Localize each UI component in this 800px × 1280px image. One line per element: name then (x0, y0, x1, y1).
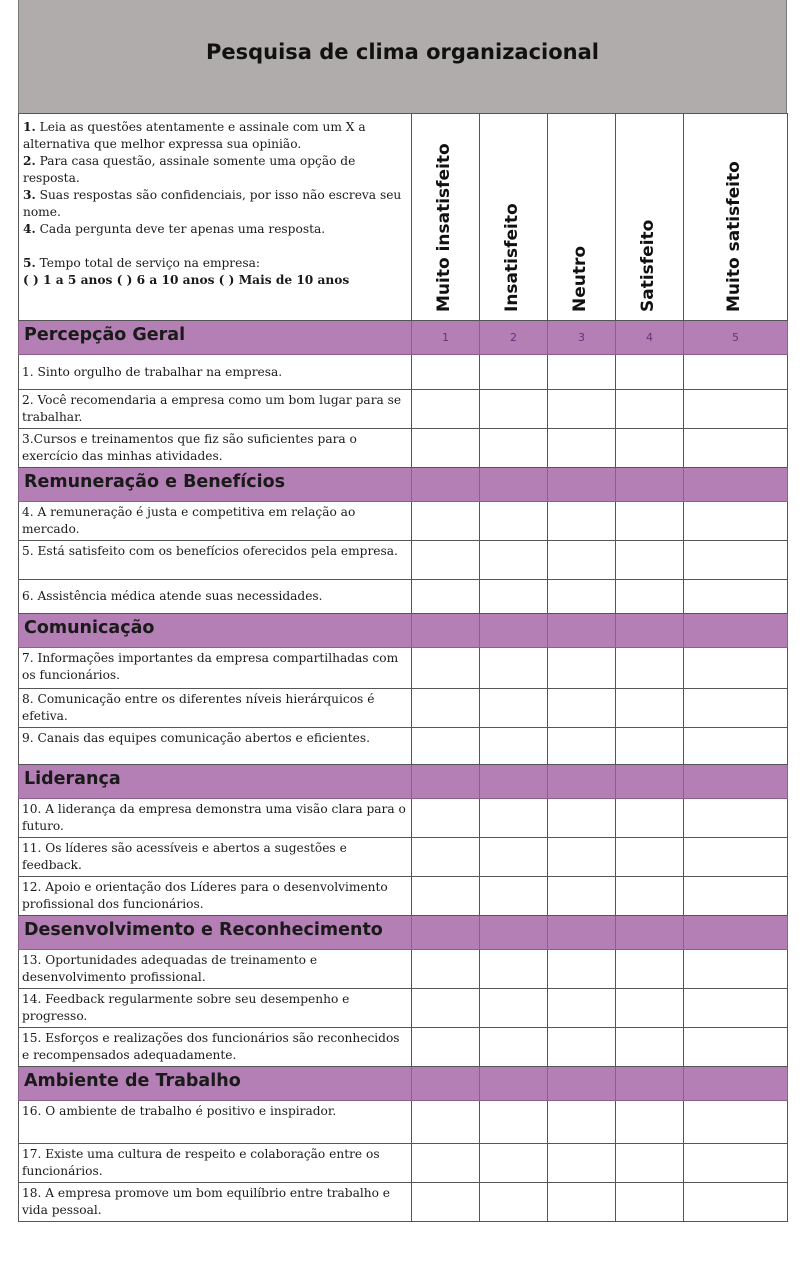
scale-number-4 (616, 765, 684, 799)
answer-cell-4[interactable] (616, 950, 684, 989)
question-row (19, 989, 788, 1028)
answer-cell-2[interactable] (480, 950, 548, 989)
scale-number-4 (616, 614, 684, 648)
answer-cell-2[interactable] (480, 502, 548, 541)
section-title: Percepção Geral (19, 321, 412, 355)
instruction-2: 2. Para casa questão, assinale somente uma opção de resposta. (23, 154, 356, 185)
answer-cell-3[interactable] (548, 1183, 616, 1222)
question-text: 1. Sinto orgulho de trabalhar na empresa. (19, 355, 412, 390)
section-title: Liderança (19, 765, 412, 799)
answer-cell-4[interactable] (616, 648, 684, 689)
answer-cell-2[interactable] (480, 1144, 548, 1183)
answer-cell-4[interactable] (616, 1101, 684, 1144)
answer-cell-4[interactable] (616, 799, 684, 838)
scale-number-2: 2 (480, 321, 548, 355)
instructions-row (19, 114, 788, 321)
section-title: Remuneração e Benefícios (19, 468, 412, 502)
question-row (19, 838, 788, 877)
answer-cell-2[interactable] (480, 355, 548, 390)
scale-number-3 (548, 765, 616, 799)
section-header (19, 1067, 788, 1101)
answer-cell-5[interactable] (684, 541, 788, 580)
answer-cell-4[interactable] (616, 989, 684, 1028)
scale-number-1: 1 (412, 321, 480, 355)
scale-number-2 (480, 916, 548, 950)
question-row (19, 502, 788, 541)
section-header (19, 916, 788, 950)
page-title: Pesquisa de clima organizacional (205, 39, 599, 64)
answer-cell-5[interactable] (684, 648, 788, 689)
question-text: 4. A remuneração é justa e competitiva em relação ao mercado. (19, 502, 412, 541)
answer-cell-1[interactable] (412, 1101, 480, 1144)
question-row (19, 1183, 788, 1222)
answer-cell-5[interactable] (684, 1101, 788, 1144)
answer-cell-3[interactable] (548, 799, 616, 838)
answer-cell-4[interactable] (616, 541, 684, 580)
scale-number-2 (480, 468, 548, 502)
section-title: Desenvolvimento e Reconhecimento (19, 916, 412, 950)
question-row (19, 1144, 788, 1183)
question-row (19, 541, 788, 580)
question-text: 3.Cursos e treinamentos que fiz são suficientes para o exercício das minhas atividades. (19, 429, 412, 468)
answer-cell-5[interactable] (684, 950, 788, 989)
answer-cell-1[interactable] (412, 541, 480, 580)
scale-number-3 (548, 916, 616, 950)
answer-cell-5[interactable] (684, 429, 788, 468)
answer-cell-1[interactable] (412, 989, 480, 1028)
answer-cell-1[interactable] (412, 838, 480, 877)
scale-number-1 (412, 1067, 480, 1101)
answer-cell-3[interactable] (548, 689, 616, 728)
section-header (19, 614, 788, 648)
answer-cell-4[interactable] (616, 728, 684, 765)
answer-cell-5[interactable] (684, 355, 788, 390)
scale-number-3 (548, 614, 616, 648)
answer-cell-1[interactable] (412, 390, 480, 429)
answer-cell-4[interactable] (616, 877, 684, 916)
answer-cell-3[interactable] (548, 989, 616, 1028)
answer-cell-2[interactable] (480, 689, 548, 728)
question-text: 15. Esforços e realizações dos funcionários são reconhecidos e recompensados adequadamente. (19, 1028, 412, 1067)
answer-cell-2[interactable] (480, 541, 548, 580)
answer-cell-3[interactable] (548, 502, 616, 541)
instruction-1: 1. Leia as questões atentamente e assinale com um X a alternativa que melhor expressa sua opinião. (23, 120, 366, 151)
question-row (19, 355, 788, 390)
scale-number-3 (548, 468, 616, 502)
answer-cell-5[interactable] (684, 1183, 788, 1222)
answer-cell-3[interactable] (548, 390, 616, 429)
instruction-4: 4. Cada pergunta deve ter apenas uma resposta. (23, 222, 326, 236)
scale-number-4: 4 (616, 321, 684, 355)
scale-number-2 (480, 765, 548, 799)
answer-cell-4[interactable] (616, 1183, 684, 1222)
answer-cell-4[interactable] (616, 390, 684, 429)
scale-number-5 (684, 916, 788, 950)
question-text: 2. Você recomendaria a empresa como um bom lugar para se trabalhar. (19, 390, 412, 429)
question-row (19, 390, 788, 429)
answer-cell-2[interactable] (480, 1183, 548, 1222)
question-text: 16. O ambiente de trabalho é positivo e inspirador. (19, 1101, 412, 1144)
answer-cell-3[interactable] (548, 838, 616, 877)
question-text: 12. Apoio e orientação dos Líderes para o desenvolvimento profissional dos funcionários. (19, 877, 412, 916)
answer-cell-3[interactable] (548, 1101, 616, 1144)
answer-cell-3[interactable] (548, 1144, 616, 1183)
scale-number-3 (548, 1067, 616, 1101)
answer-cell-5[interactable] (684, 580, 788, 614)
answer-cell-1[interactable] (412, 355, 480, 390)
answer-cell-3[interactable] (548, 580, 616, 614)
question-row (19, 580, 788, 614)
answer-cell-2[interactable] (480, 1028, 548, 1067)
answer-cell-4[interactable] (616, 355, 684, 390)
answer-cell-3[interactable] (548, 1028, 616, 1067)
question-row (19, 950, 788, 989)
answer-cell-2[interactable] (480, 799, 548, 838)
answer-cell-2[interactable] (480, 728, 548, 765)
survey-page (18, 0, 787, 1222)
question-row (19, 728, 788, 765)
question-text: 9. Canais das equipes comunicação abertos e eficientes. (19, 728, 412, 765)
scale-number-1 (412, 468, 480, 502)
question-text: 8. Comunicação entre os diferentes níveis hierárquicos é efetiva. (19, 689, 412, 728)
scale-number-5: 5 (684, 321, 788, 355)
answer-cell-5[interactable] (684, 390, 788, 429)
answer-cell-4[interactable] (616, 838, 684, 877)
answer-cell-2[interactable] (480, 877, 548, 916)
question-text: 18. A empresa promove um bom equilíbrio entre trabalho e vida pessoal. (19, 1183, 412, 1222)
scale-number-4 (616, 916, 684, 950)
answer-cell-5[interactable] (684, 877, 788, 916)
service-time-question: 5. Tempo total de serviço na empresa: (23, 256, 260, 270)
answer-cell-1[interactable] (412, 877, 480, 916)
answer-cell-3[interactable] (548, 728, 616, 765)
answer-cell-1[interactable] (412, 1183, 480, 1222)
title-band (18, 0, 787, 113)
answer-cell-1[interactable] (412, 648, 480, 689)
answer-cell-3[interactable] (548, 429, 616, 468)
answer-cell-4[interactable] (616, 429, 684, 468)
question-row (19, 1028, 788, 1067)
service-time-options: ( ) 1 a 5 anos ( ) 6 a 10 anos ( ) Mais de 10 anos (23, 273, 350, 287)
question-text: 11. Os líderes são acessíveis e abertos a sugestões e feedback. (19, 838, 412, 877)
section-header (19, 321, 788, 355)
scale-header-3: Neutro (548, 114, 616, 321)
question-row (19, 689, 788, 728)
answer-cell-5[interactable] (684, 989, 788, 1028)
answer-cell-4[interactable] (616, 1028, 684, 1067)
question-row (19, 799, 788, 838)
answer-cell-1[interactable] (412, 429, 480, 468)
answer-cell-5[interactable] (684, 502, 788, 541)
answer-cell-3[interactable] (548, 355, 616, 390)
section-header (19, 468, 788, 502)
answer-cell-2[interactable] (480, 1101, 548, 1144)
answer-cell-4[interactable] (616, 502, 684, 541)
answer-cell-2[interactable] (480, 838, 548, 877)
answer-cell-5[interactable] (684, 1028, 788, 1067)
answer-cell-2[interactable] (480, 580, 548, 614)
question-text: 14. Feedback regularmente sobre seu desempenho e progresso. (19, 989, 412, 1028)
instructions-cell (19, 114, 412, 321)
answer-cell-3[interactable] (548, 950, 616, 989)
answer-cell-5[interactable] (684, 799, 788, 838)
section-header (19, 765, 788, 799)
answer-cell-4[interactable] (616, 689, 684, 728)
question-row (19, 1101, 788, 1144)
scale-number-1 (412, 765, 480, 799)
answer-cell-1[interactable] (412, 689, 480, 728)
scale-number-5 (684, 1067, 788, 1101)
scale-header-4: Satisfeito (616, 114, 684, 321)
question-row (19, 429, 788, 468)
answer-cell-1[interactable] (412, 502, 480, 541)
scale-number-1 (412, 614, 480, 648)
answer-cell-2[interactable] (480, 648, 548, 689)
scale-number-4 (616, 1067, 684, 1101)
question-text: 5. Está satisfeito com os benefícios oferecidos pela empresa. (19, 541, 412, 580)
scale-number-5 (684, 614, 788, 648)
answer-cell-5[interactable] (684, 838, 788, 877)
answer-cell-5[interactable] (684, 728, 788, 765)
scale-number-5 (684, 468, 788, 502)
answer-cell-3[interactable] (548, 541, 616, 580)
answer-cell-4[interactable] (616, 580, 684, 614)
scale-number-2 (480, 1067, 548, 1101)
scale-number-3: 3 (548, 321, 616, 355)
scale-header-1: Muito insatisfeito (412, 114, 480, 321)
question-row (19, 648, 788, 689)
scale-header-2: Insatisfeito (480, 114, 548, 321)
answer-cell-2[interactable] (480, 429, 548, 468)
scale-header-5: Muito satisfeito (684, 114, 788, 321)
answer-cell-1[interactable] (412, 1144, 480, 1183)
scale-number-2 (480, 614, 548, 648)
scale-number-4 (616, 468, 684, 502)
answer-cell-3[interactable] (548, 648, 616, 689)
answer-cell-5[interactable] (684, 689, 788, 728)
instruction-3: 3. Suas respostas são confidenciais, por isso não escreva seu nome. (23, 188, 402, 219)
scale-number-1 (412, 916, 480, 950)
question-row (19, 877, 788, 916)
answer-cell-1[interactable] (412, 728, 480, 765)
answer-cell-1[interactable] (412, 799, 480, 838)
question-text: 10. A liderança da empresa demonstra uma visão clara para o futuro. (19, 799, 412, 838)
answer-cell-1[interactable] (412, 1028, 480, 1067)
answer-cell-1[interactable] (412, 950, 480, 989)
question-text: 13. Oportunidades adequadas de treinamento e desenvolvimento profissional. (19, 950, 412, 989)
question-text: 17. Existe uma cultura de respeito e colaboração entre os funcionários. (19, 1144, 412, 1183)
answer-cell-4[interactable] (616, 1144, 684, 1183)
question-text: 7. Informações importantes da empresa compartilhadas com os funcionários. (19, 648, 412, 689)
answer-cell-2[interactable] (480, 390, 548, 429)
question-text: 6. Assistência médica atende suas necessidades. (19, 580, 412, 614)
survey-table (18, 113, 788, 1222)
section-title: Comunicação (19, 614, 412, 648)
answer-cell-1[interactable] (412, 580, 480, 614)
answer-cell-5[interactable] (684, 1144, 788, 1183)
scale-number-5 (684, 765, 788, 799)
section-title: Ambiente de Trabalho (19, 1067, 412, 1101)
answer-cell-2[interactable] (480, 989, 548, 1028)
answer-cell-3[interactable] (548, 877, 616, 916)
